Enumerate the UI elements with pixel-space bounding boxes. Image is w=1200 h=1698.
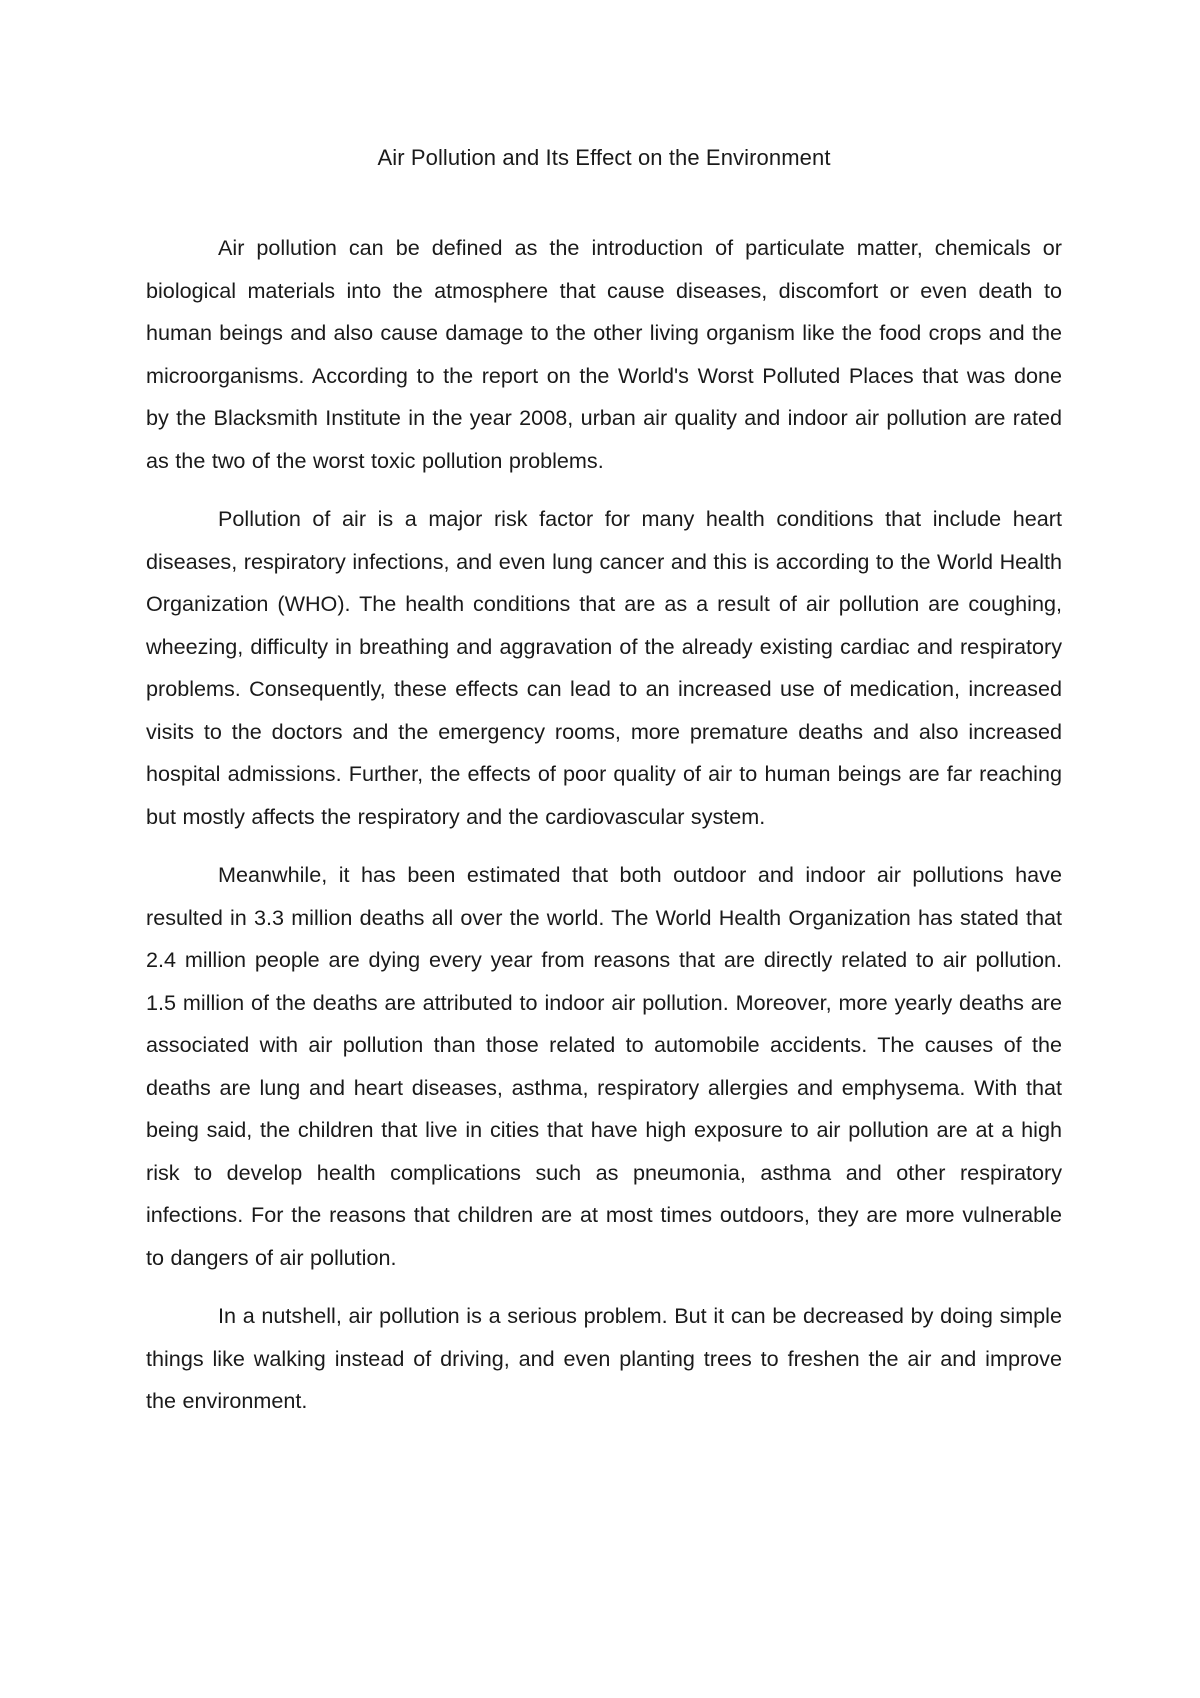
document-title: Air Pollution and Its Effect on the Environment — [377, 145, 831, 170]
paragraph-4: In a nutshell, air pollution is a serious problem. But it can be decreased by doing simple things like walking instead of driving, and even planting trees to freshen the air and improve the environment. — [146, 1303, 1062, 1413]
paragraph-3: Meanwhile, it has been estimated that both outdoor and indoor air pollutions have resulted in 3.3 million deaths all over the world. The World Health Organization has stated that 2.4 million people are dying every year from reasons that are directly related to air pollution. 1.5 million of the deaths are attributed to indoor air pollution. Moreover, more yearly deaths are associated with air pollution than those related to automobile accidents. The causes of the deaths are lung and heart diseases, asthma, respiratory allergies and emphysema. With that being said, the children that live in cities that have high exposure to air pollution are at a high risk to develop health complications such as pneumonia, asthma and other respiratory infections. For the reasons that children are at most times outdoors, they are more vulnerable to dangers of air pollution. — [146, 862, 1062, 1270]
paragraph-1: Air pollution can be defined as the introduction of particulate matter, chemicals or biological materials into the atmosphere that cause diseases, discomfort or even death to human beings and also cause damage to the other living organism like the food crops and the microorganisms. According to the report on the World's Worst Polluted Places that was done by the Blacksmith Institute in the year 2008, urban air quality and indoor air pollution are rated as the two of the worst toxic pollution problems. — [146, 235, 1062, 473]
paragraph-2: Pollution of air is a major risk factor for many health conditions that include heart diseases, respiratory infections, and even lung cancer and this is according to the World Health Organization (WHO). The health conditions that are as a result of air pollution are coughing, wheezing, difficulty in breathing and aggravation of the already existing cardiac and respiratory problems. Consequently, these effects can lead to an increased use of medication, increased visits to the doctors and the emergency rooms, more premature deaths and also increased hospital admissions. Further, the effects of poor quality of air to human beings are far reaching but mostly affects the respiratory and the cardiovascular system. — [146, 506, 1062, 829]
